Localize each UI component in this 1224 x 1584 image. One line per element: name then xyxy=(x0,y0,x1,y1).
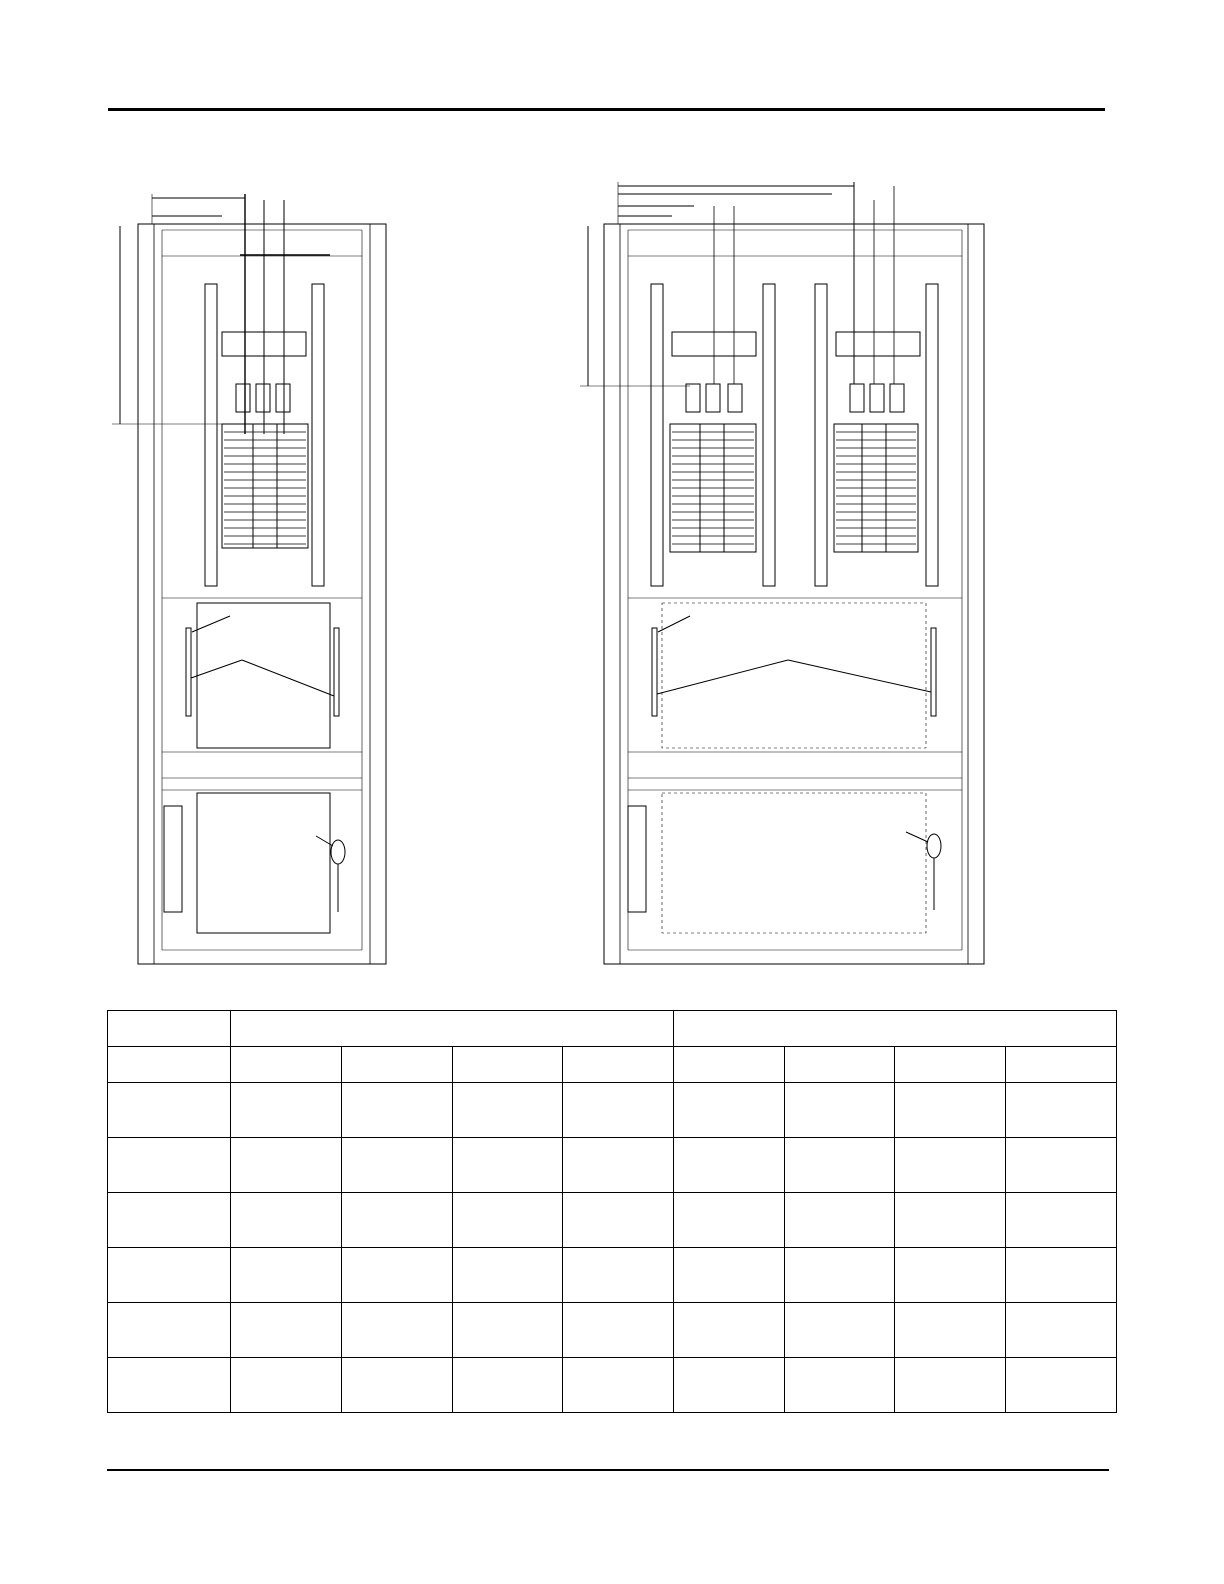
table-cell xyxy=(895,1193,1006,1248)
table-cell xyxy=(785,1358,895,1413)
table-group-header-row xyxy=(108,1011,1117,1047)
table-cell xyxy=(453,1303,563,1358)
table-cell xyxy=(231,1193,342,1248)
footer-rule xyxy=(107,1469,1109,1471)
table-cell xyxy=(563,1083,674,1138)
table-cell xyxy=(108,1193,231,1248)
table-cell xyxy=(231,1358,342,1413)
table-cell xyxy=(674,1138,785,1193)
table-cell xyxy=(674,1358,785,1413)
table-group-header xyxy=(231,1011,674,1047)
table-cell xyxy=(674,1303,785,1358)
table-cell xyxy=(1006,1138,1117,1193)
table-row xyxy=(108,1358,1117,1413)
table-header-cell xyxy=(674,1047,785,1083)
table-cell xyxy=(342,1248,453,1303)
table-cell xyxy=(895,1358,1006,1413)
single-section-panelboard-drawing xyxy=(112,194,386,964)
table-cell xyxy=(453,1193,563,1248)
table-cell xyxy=(453,1248,563,1303)
table-cell xyxy=(453,1083,563,1138)
table-row xyxy=(108,1193,1117,1248)
table-cell xyxy=(674,1248,785,1303)
table-row xyxy=(108,1248,1117,1303)
table-cell xyxy=(785,1193,895,1248)
table-corner-cell xyxy=(108,1011,231,1047)
table-header-cell xyxy=(231,1047,342,1083)
table-cell xyxy=(674,1193,785,1248)
table-header-cell xyxy=(108,1047,231,1083)
table-cell xyxy=(563,1248,674,1303)
table-cell xyxy=(108,1248,231,1303)
table-cell xyxy=(785,1303,895,1358)
table-cell xyxy=(895,1248,1006,1303)
table-cell xyxy=(563,1303,674,1358)
table-cell xyxy=(563,1138,674,1193)
table-cell xyxy=(231,1248,342,1303)
table-row xyxy=(108,1303,1117,1358)
double-section-panelboard-drawing xyxy=(580,182,984,964)
table-cell xyxy=(108,1138,231,1193)
table-cell xyxy=(785,1138,895,1193)
table-cell xyxy=(1006,1193,1117,1248)
table-cell xyxy=(1006,1303,1117,1358)
table-group-header xyxy=(674,1011,1117,1047)
table-cell xyxy=(895,1138,1006,1193)
table-header-row xyxy=(108,1047,1117,1083)
table-cell xyxy=(108,1303,231,1358)
table-header-cell xyxy=(342,1047,453,1083)
table-cell xyxy=(563,1358,674,1413)
table-cell xyxy=(895,1303,1006,1358)
table-cell xyxy=(1006,1083,1117,1138)
table-header-cell xyxy=(785,1047,895,1083)
table-header-cell xyxy=(453,1047,563,1083)
table-cell xyxy=(108,1083,231,1138)
table-cell xyxy=(342,1138,453,1193)
table-cell xyxy=(231,1303,342,1358)
table-header-cell xyxy=(1006,1047,1117,1083)
table-cell xyxy=(453,1358,563,1413)
table-cell xyxy=(895,1083,1006,1138)
specification-table xyxy=(107,1010,1117,1413)
table-cell xyxy=(453,1138,563,1193)
table-cell xyxy=(108,1358,231,1413)
table-cell xyxy=(342,1083,453,1138)
table-header-cell xyxy=(895,1047,1006,1083)
table-cell xyxy=(785,1083,895,1138)
table-cell xyxy=(231,1083,342,1138)
table-cell xyxy=(342,1358,453,1413)
table-header-cell xyxy=(563,1047,674,1083)
table-cell xyxy=(342,1193,453,1248)
table-cell xyxy=(785,1248,895,1303)
table-row xyxy=(108,1083,1117,1138)
table-cell xyxy=(231,1138,342,1193)
table-cell xyxy=(1006,1358,1117,1413)
table-cell xyxy=(563,1193,674,1248)
table-cell xyxy=(1006,1248,1117,1303)
table-cell xyxy=(342,1303,453,1358)
table-row xyxy=(108,1138,1117,1193)
table-cell xyxy=(674,1083,785,1138)
